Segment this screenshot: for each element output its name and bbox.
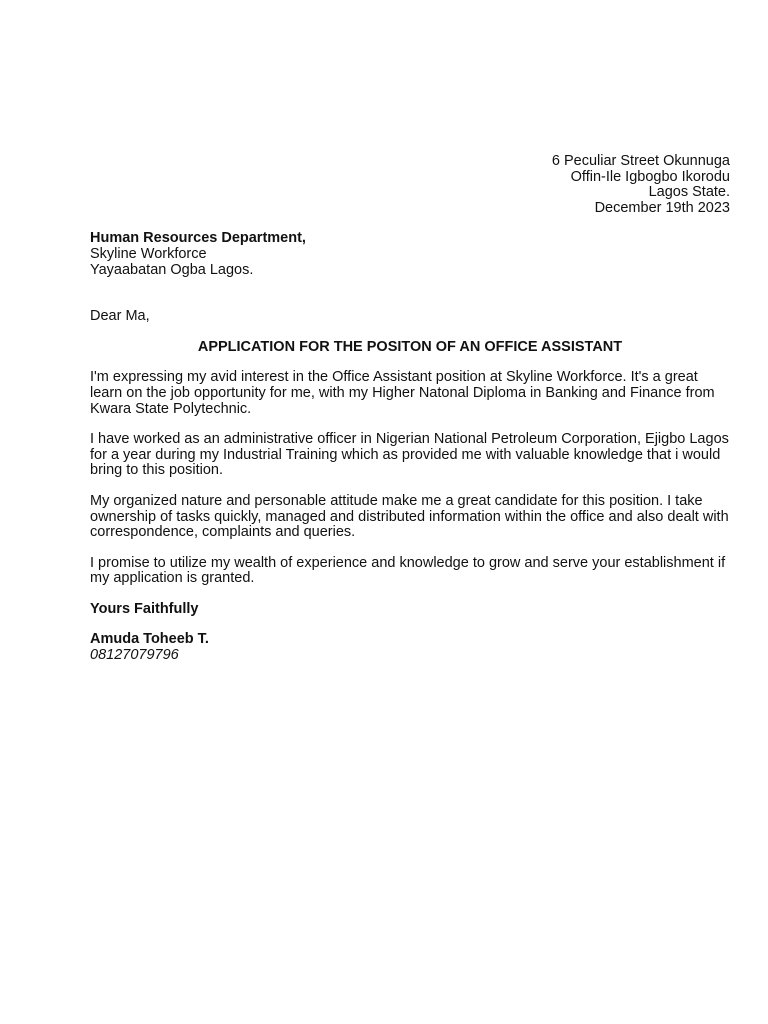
signature-name: Amuda Toheeb T. bbox=[90, 631, 209, 648]
salutation: Dear Ma, bbox=[90, 308, 150, 325]
closing: Yours Faithfully bbox=[90, 600, 199, 617]
signature-phone: 08127079796 bbox=[90, 647, 179, 664]
sender-address-line-1: 6 Peculiar Street Okunnuga bbox=[551, 153, 730, 169]
sender-address-line-3: Lagos State. bbox=[648, 184, 730, 201]
signature-block bbox=[90, 632, 730, 663]
recipient-location: Yayaabatan Ogba Lagos. bbox=[90, 261, 254, 278]
sender-address-block bbox=[90, 154, 730, 216]
recipient-address-block bbox=[90, 231, 730, 278]
body-paragraph-2: I have worked as an administrative officer in Nigerian National Petroleum Corporation, Ejigbo Lagos for a year during my Industrial Training which as provided me with valuable knowledge that i would bring to this position. bbox=[90, 431, 729, 479]
letter-subject: APPLICATION FOR THE POSITON OF AN OFFICE ASSISTANT bbox=[197, 338, 623, 355]
body-paragraph-3: My organized nature and personable attitude make me a great candidate for this position. I take ownership of tasks quickly, managed and distributed information within the office and also dealt with correspondence, complaints and queries. bbox=[90, 492, 729, 541]
body-paragraph-4: I promise to utilize my wealth of experience and knowledge to grow and serve your establishment if my application is granted. bbox=[90, 554, 726, 587]
letter-date: December 19th 2023 bbox=[594, 199, 730, 216]
body-paragraph-1: I'm expressing my avid interest in the Office Assistant position at Skyline Workforce. It's a great learn on the job opportunity for me, with my Higher Natonal Diploma in Banking and Finance from Kwara State Polytechnic. bbox=[90, 369, 715, 417]
sender-address-line-2: Offin-Ile Igbogbo Ikorodu bbox=[570, 168, 730, 185]
recipient-department: Human Resources Department, bbox=[90, 230, 306, 247]
recipient-company: Skyline Workforce bbox=[90, 245, 207, 262]
letter-page bbox=[90, 154, 730, 664]
